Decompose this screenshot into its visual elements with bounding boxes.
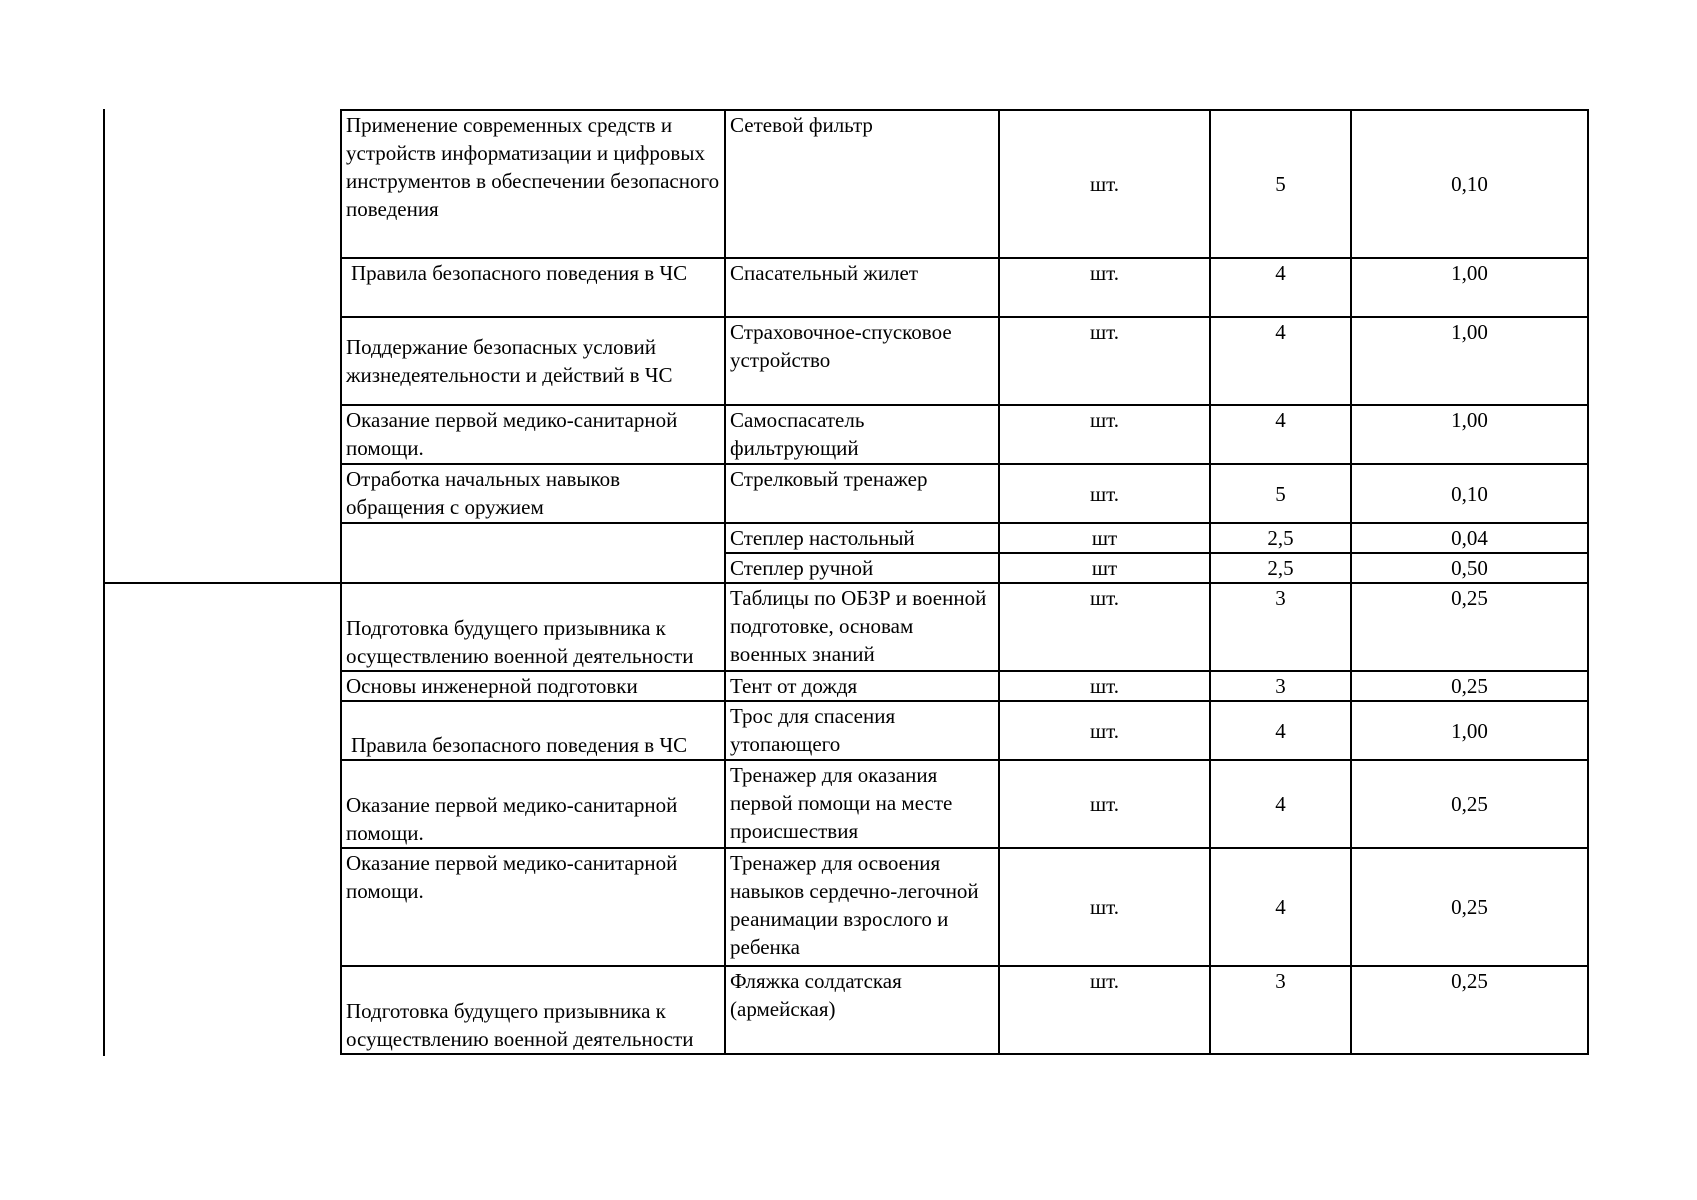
table-row: [341, 258, 1588, 317]
table-row: [341, 848, 1588, 966]
topic-cell: Правила безопасного поведения в ЧС: [341, 258, 725, 317]
qty-cell: 5: [1210, 464, 1351, 523]
item-cell: Степлер настольный: [725, 523, 999, 553]
life-cell: 0,50: [1351, 553, 1588, 583]
topic-cell: Оказание первой медико-санитарной помощи.: [341, 405, 725, 464]
life-cell: 0,25: [1351, 848, 1588, 966]
item-cell: Тент от дождя: [725, 671, 999, 701]
unit-cell: шт.: [999, 671, 1210, 701]
life-cell: 0,10: [1351, 110, 1588, 258]
table-row: [341, 760, 1588, 848]
item-cell: Трос для спасения утопающего: [725, 701, 999, 760]
item-cell: Тренажер для освоения навыков сердечно-легочной реанимации взрослого и ребенка: [725, 848, 999, 966]
qty-cell: 4: [1210, 760, 1351, 848]
unit-cell: шт.: [999, 966, 1210, 1054]
item-cell: Фляжка солдатская (армейская): [725, 966, 999, 1054]
topic-cell: Подготовка будущего призывника к осуществлению военной деятельности: [341, 583, 725, 671]
unit-cell: шт.: [999, 760, 1210, 848]
item-cell: Самоспасатель фильтрующий: [725, 405, 999, 464]
item-cell: Страховочное-спусковое устройство: [725, 317, 999, 405]
life-cell: 0,25: [1351, 671, 1588, 701]
item-cell: Стрелковый тренажер: [725, 464, 999, 523]
table-row: [341, 317, 1588, 405]
unit-cell: шт.: [999, 583, 1210, 671]
unit-cell: шт.: [999, 405, 1210, 464]
life-cell: 1,00: [1351, 317, 1588, 405]
life-cell: 0,25: [1351, 966, 1588, 1054]
equipment-table: [340, 109, 1589, 1055]
life-cell: 1,00: [1351, 701, 1588, 760]
table-row: [341, 110, 1588, 258]
qty-cell: 2,5: [1210, 523, 1351, 553]
unit-cell: шт.: [999, 317, 1210, 405]
topic-cell: Отработка начальных навыков обращения с оружием: [341, 464, 725, 523]
qty-cell: 4: [1210, 405, 1351, 464]
item-cell: Тренажер для оказания первой помощи на месте происшествия: [725, 760, 999, 848]
unit-cell: шт.: [999, 701, 1210, 760]
topic-cell: Подготовка будущего призывника к осуществлению военной деятельности: [341, 966, 725, 1054]
item-cell: Спасательный жилет: [725, 258, 999, 317]
qty-cell: 4: [1210, 317, 1351, 405]
qty-cell: 5: [1210, 110, 1351, 258]
unit-cell: шт.: [999, 464, 1210, 523]
table-row: [341, 701, 1588, 760]
topic-cell: Основы инженерной подготовки: [341, 671, 725, 701]
topic-cell: Оказание первой медико-санитарной помощи.: [341, 848, 725, 966]
qty-cell: 3: [1210, 583, 1351, 671]
topic-cell-empty: [341, 523, 725, 583]
table-row: [341, 523, 1588, 553]
life-cell: 1,00: [1351, 405, 1588, 464]
life-cell: 0,25: [1351, 583, 1588, 671]
unit-cell: шт.: [999, 110, 1210, 258]
table-row: [341, 966, 1588, 1054]
topic-cell: Применение современных средств и устройств информатизации и цифровых инструментов в обеспечении безопасного поведения: [341, 110, 725, 258]
qty-cell: 3: [1210, 671, 1351, 701]
unit-cell: шт.: [999, 848, 1210, 966]
table-row: [341, 464, 1588, 523]
qty-cell: 4: [1210, 701, 1351, 760]
item-cell: Степлер ручной: [725, 553, 999, 583]
unit-cell: шт: [999, 553, 1210, 583]
qty-cell: 4: [1210, 258, 1351, 317]
qty-cell: 3: [1210, 966, 1351, 1054]
life-cell: 1,00: [1351, 258, 1588, 317]
item-cell: Таблицы по ОБЗР и военной подготовке, основам военных знаний: [725, 583, 999, 671]
qty-cell: 2,5: [1210, 553, 1351, 583]
topic-cell: Правила безопасного поведения в ЧС: [341, 701, 725, 760]
life-cell: 0,10: [1351, 464, 1588, 523]
life-cell: 0,04: [1351, 523, 1588, 553]
section-divider: [103, 582, 341, 584]
unit-cell: шт.: [999, 258, 1210, 317]
table-row: [341, 405, 1588, 464]
unit-cell: шт: [999, 523, 1210, 553]
topic-cell: Оказание первой медико-санитарной помощи.: [341, 760, 725, 848]
table-row: [341, 671, 1588, 701]
item-cell: Сетевой фильтр: [725, 110, 999, 258]
topic-cell: Поддержание безопасных условий жизнедеятельности и действий в ЧС: [341, 317, 725, 405]
qty-cell: 4: [1210, 848, 1351, 966]
table-row: [341, 583, 1588, 671]
life-cell: 0,25: [1351, 760, 1588, 848]
